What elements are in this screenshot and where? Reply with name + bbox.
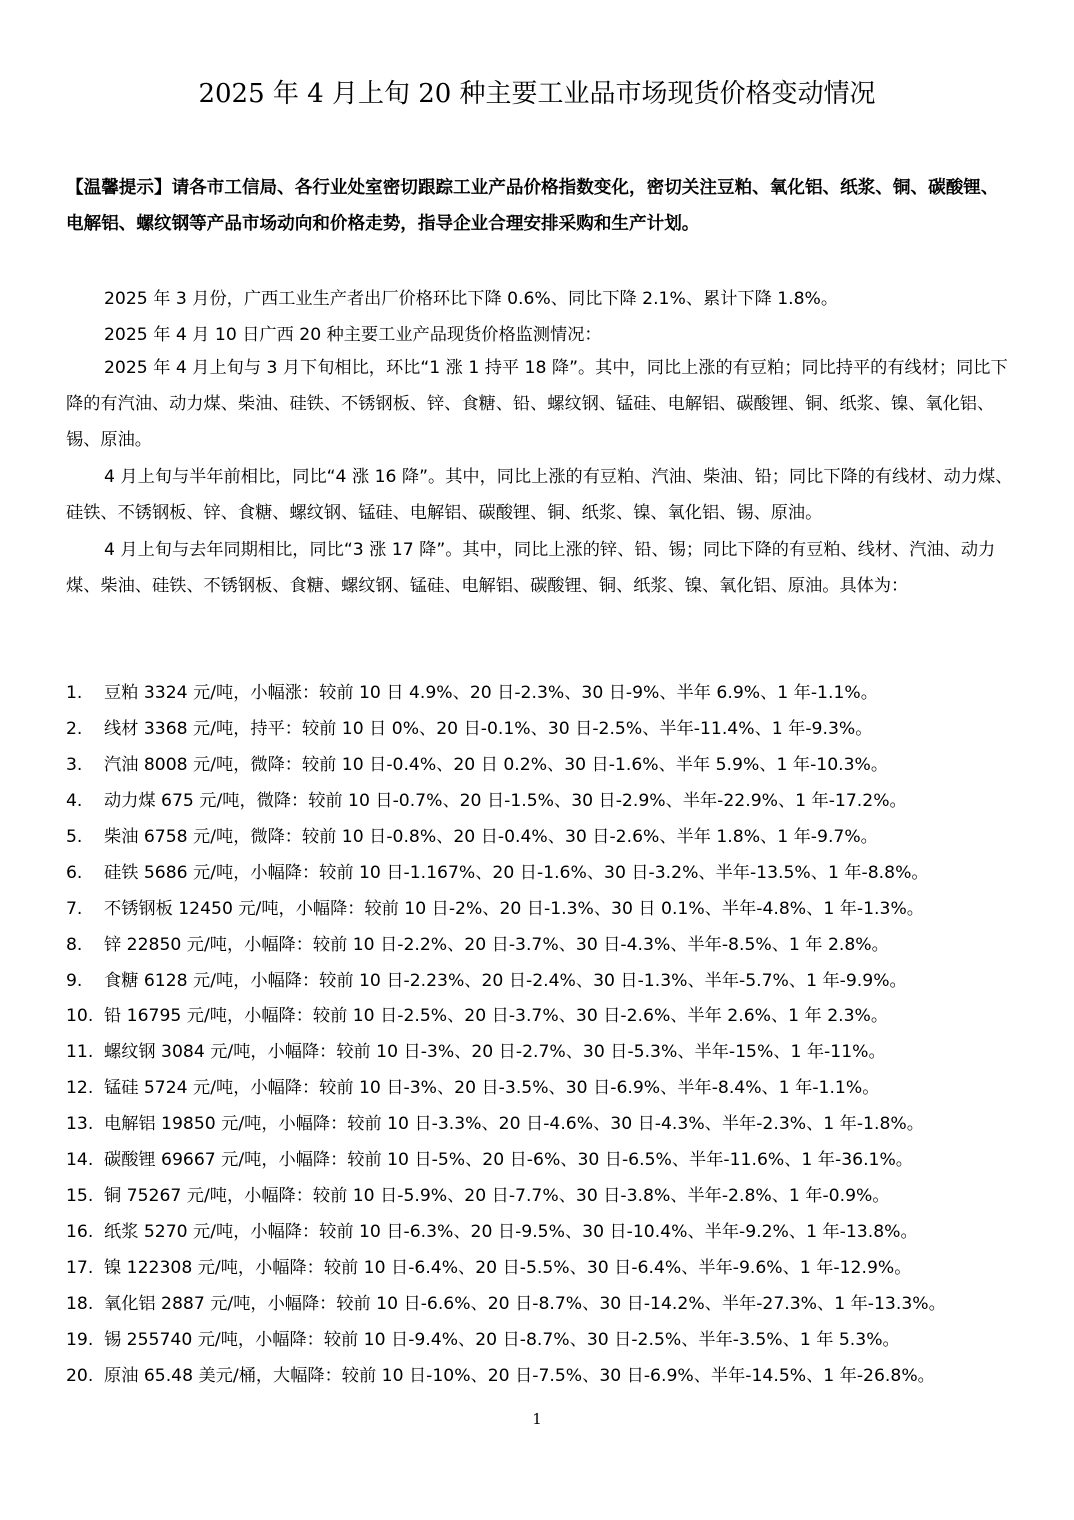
list-item	[66, 1071, 1016, 1107]
list-item-number: 4.	[66, 790, 83, 811]
list-item-number: 5.	[66, 826, 83, 847]
paragraph-monitoring-intro: 2025 年 4 月 10 日广西 20 种主要工业产品现货价格监测情况：	[104, 325, 602, 345]
list-item	[66, 928, 1016, 964]
list-item	[66, 676, 1016, 712]
list-item	[66, 1215, 1016, 1251]
list-item-text: 锰硅 5724 元/吨，小幅降：较前 10 日-3%、20 日-3.5%、30 日-6.9%、半年-8.4%、1 年-1.1%。	[104, 1078, 880, 1099]
list-item-number: 15.	[66, 1186, 94, 1207]
list-item-text: 纸浆 5270 元/吨，小幅降：较前 10 日-6.3%、20 日-9.5%、30 日-10.4%、半年-9.2%、1 年-13.8%。	[104, 1222, 918, 1243]
page-number: 1	[532, 1410, 542, 1428]
list-item	[66, 856, 1016, 892]
product-price-list	[66, 676, 1016, 1395]
list-item-number: 19.	[66, 1329, 94, 1350]
list-item-text: 动力煤 675 元/吨，微降：较前 10 日-0.7%、20 日-1.5%、30 日-2.9%、半年-22.9%、1 年-17.2%。	[104, 790, 907, 811]
list-item-text: 螺纹钢 3084 元/吨，小幅降：较前 10 日-3%、20 日-2.7%、30 日-5.3%、半年-15%、1 年-11%。	[104, 1042, 886, 1063]
list-item-text: 豆粕 3324 元/吨，小幅涨：较前 10 日 4.9%、20 日-2.3%、30 日-9%、半年 6.9%、1 年-1.1%。	[104, 683, 878, 703]
list-item-number: 17.	[66, 1258, 94, 1278]
list-item	[66, 964, 1016, 1000]
list-item-number: 20.	[66, 1365, 94, 1386]
list-item	[66, 712, 1016, 748]
paragraph-half-year: 4 月上旬与半年前相比，同比“4 涨 16 降”。其中，同比上涨的有豆粕、汽油、柴油、铅；同比下降的有线材、动力煤、硅铁、不锈钢板、锌、食糖、螺纹钢、锰硅、电解铝、碳酸锂、铜、纸浆、镍、氧化铝、锡、原油。	[66, 467, 1013, 523]
list-item-text: 食糖 6128 元/吨，小幅降：较前 10 日-2.23%、20 日-2.4%、30 日-1.3%、半年-5.7%、1 年-9.9%。	[104, 970, 907, 991]
list-item-text: 硅铁 5686 元/吨，小幅降：较前 10 日-1.167%、20 日-1.6%、30 日-3.2%、半年-13.5%、1 年-8.8%。	[104, 862, 929, 883]
list-item-text: 镍 122308 元/吨，小幅降：较前 10 日-6.4%、20 日-5.5%、30 日-6.4%、半年-9.6%、1 年-12.9%。	[104, 1258, 912, 1278]
list-item	[66, 784, 1016, 820]
list-item-text: 柴油 6758 元/吨，微降：较前 10 日-0.8%、20 日-0.4%、30 日-2.6%、半年 1.8%、1 年-9.7%。	[104, 826, 878, 847]
list-item-number: 11.	[66, 1042, 94, 1063]
list-item-text: 锌 22850 元/吨，小幅降：较前 10 日-2.2%、20 日-3.7%、30 日-4.3%、半年-8.5%、1 年 2.8%。	[104, 934, 889, 955]
list-item-number: 10.	[66, 1006, 94, 1027]
list-item-text: 原油 65.48 美元/桶，大幅降：较前 10 日-10%、20 日-7.5%、30 日-6.9%、半年-14.5%、1 年-26.8%。	[104, 1365, 935, 1386]
list-item	[66, 1359, 1016, 1395]
list-item-text: 锡 255740 元/吨，小幅降：较前 10 日-9.4%、20 日-8.7%、30 日-2.5%、半年-3.5%、1 年 5.3%。	[104, 1329, 900, 1350]
list-item-text: 铜 75267 元/吨，小幅降：较前 10 日-5.9%、20 日-7.7%、30 日-3.8%、半年-2.8%、1 年-0.9%。	[104, 1186, 890, 1207]
list-item	[66, 1251, 1016, 1287]
notice-paragraph: 【温馨提示】请各市工信局、各行业处室密切跟踪工业产品价格指数变化，密切关注豆粕、氧化铝、纸浆、铜、碳酸锂、电解铝、螺纹钢等产品市场动向和价格走势，指导企业合理安排采购和生产计划。	[66, 177, 999, 234]
list-item-number: 2.	[66, 718, 83, 739]
list-item-number: 1.	[66, 683, 83, 703]
list-item-text: 不锈钢板 12450 元/吨，小幅降：较前 10 日-2%、20 日-1.3%、30 日 0.1%、半年-4.8%、1 年-1.3%。	[104, 898, 924, 919]
list-item-number: 18.	[66, 1293, 94, 1314]
list-item	[66, 1035, 1016, 1071]
paragraph-month-on-month: 2025 年 4 月上旬与 3 月下旬相比，环比“1 涨 1 持平 18 降”。其中，同比上涨的有豆粕；同比持平的有线材；同比下降的有汽油、动力煤、柴油、硅铁、不锈钢板、锌、食糖、铅、螺纹钢、锰硅、电解铝、碳酸锂、铜、纸浆、镍、氧化铝、锡、原油。	[66, 358, 1008, 450]
list-item	[66, 1323, 1016, 1359]
list-item-number: 3.	[66, 754, 83, 775]
list-item-text: 铅 16795 元/吨，小幅降：较前 10 日-2.5%、20 日-3.7%、30 日-2.6%、半年 2.6%、1 年 2.3%。	[104, 1006, 889, 1027]
list-item-text: 氧化铝 2887 元/吨，小幅降：较前 10 日-6.6%、20 日-8.7%、30 日-14.2%、半年-27.3%、1 年-13.3%。	[104, 1293, 946, 1314]
list-item-number: 14.	[66, 1150, 94, 1171]
list-item	[66, 1179, 1016, 1215]
list-item-number: 16.	[66, 1222, 94, 1243]
list-item-text: 线材 3368 元/吨，持平：较前 10 日 0%、20 日-0.1%、30 日-2.5%、半年-11.4%、1 年-9.3%。	[104, 718, 873, 739]
list-item	[66, 748, 1016, 784]
list-item	[66, 1143, 1016, 1179]
list-item	[66, 1107, 1016, 1143]
list-item	[66, 999, 1016, 1035]
list-item	[66, 1287, 1016, 1323]
paragraph-ppi-summary: 2025 年 3 月份，广西工业生产者出厂价格环比下降 0.6%、同比下降 2.1%、累计下降 1.8%。	[104, 289, 839, 309]
paragraph-year-on-year: 4 月上旬与去年同期相比，同比“3 涨 17 降”。其中，同比上涨的锌、铅、锡；同比下降的有豆粕、线材、汽油、动力煤、柴油、硅铁、不锈钢板、食糖、螺纹钢、锰硅、电解铝、碳酸锂、铜、纸浆、镍、氧化铝、原油。具体为：	[66, 540, 996, 596]
list-item-number: 12.	[66, 1078, 94, 1099]
list-item-text: 电解铝 19850 元/吨，小幅降：较前 10 日-3.3%、20 日-4.6%、30 日-4.3%、半年-2.3%、1 年-1.8%。	[104, 1114, 924, 1135]
list-item-number: 9.	[66, 970, 83, 991]
list-item-number: 13.	[66, 1114, 94, 1135]
list-item-number: 7.	[66, 898, 83, 919]
page-title: 2025 年 4 月上旬 20 种主要工业品市场现货价格变动情况	[198, 79, 876, 109]
list-item-number: 8.	[66, 934, 83, 955]
list-item	[66, 820, 1016, 856]
list-item-number: 6.	[66, 862, 83, 883]
list-item-text: 碳酸锂 69667 元/吨，小幅降：较前 10 日-5%、20 日-6%、30 日-6.5%、半年-11.6%、1 年-36.1%。	[104, 1150, 913, 1171]
list-item	[66, 892, 1016, 928]
list-item-text: 汽油 8008 元/吨，微降：较前 10 日-0.4%、20 日 0.2%、30 日-1.6%、半年 5.9%、1 年-10.3%。	[104, 754, 889, 775]
